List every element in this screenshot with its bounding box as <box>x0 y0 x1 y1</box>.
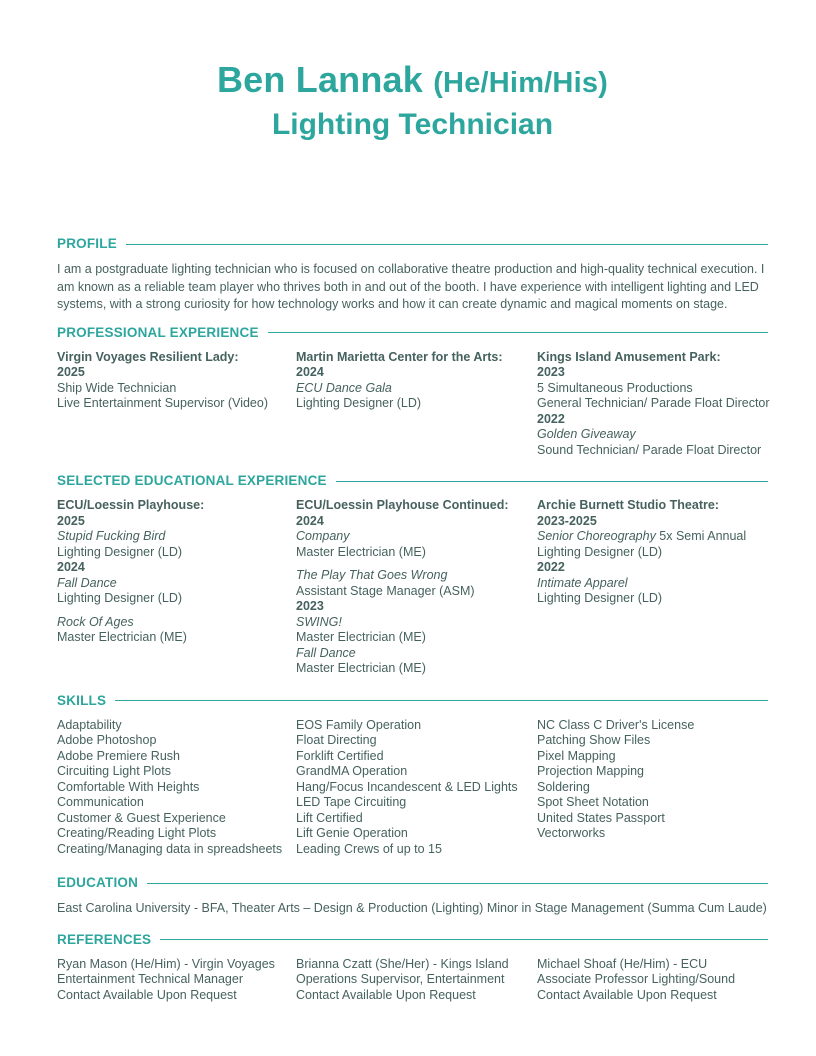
professional-experience-heading: PROFESSIONAL EXPERIENCE <box>57 324 259 340</box>
text-line: Sound Technician/ Parade Float Director <box>537 442 762 457</box>
person-name: Ben Lannak <box>216 59 423 100</box>
heading-rule <box>336 481 768 482</box>
skills-columns <box>57 718 768 858</box>
text-line: Kings Island Amusement Park: <box>537 349 721 364</box>
skills-heading-row <box>57 692 768 709</box>
text-line: Fall Dance <box>296 645 356 660</box>
professional-experience-heading-row <box>57 324 768 341</box>
text-line: Adaptability <box>57 717 122 732</box>
text-segment: 5x Semi Annual <box>659 529 747 543</box>
text-line: Hang/Focus Incandescent & LED Lights <box>296 779 518 794</box>
text-line: Master Electrician (ME) <box>296 630 426 644</box>
text-line: 2023 <box>537 365 565 379</box>
text-line: SWING! <box>296 614 342 629</box>
education-heading: EDUCATION <box>57 875 139 890</box>
text-line: Martin Marietta Center for the Arts: <box>296 349 503 364</box>
text-line: Lighting Designer (LD) <box>57 544 183 559</box>
skills-col-1 <box>57 718 296 858</box>
professional-experience-columns <box>57 350 768 459</box>
text-line: Virgin Voyages Resilient Lady: <box>57 349 239 364</box>
text-line: Assistant Stage Manager (ASM) <box>296 583 475 598</box>
skills-col-3 <box>537 718 768 858</box>
resume-header <box>57 0 768 145</box>
heading-rule <box>115 700 768 701</box>
text-line: Contact Available Upon Request <box>296 987 476 1002</box>
text-line: 2022 <box>537 560 565 574</box>
text-line: General Technician/ Parade Float Director <box>537 396 770 410</box>
profile-heading-row <box>57 235 768 252</box>
reference-1 <box>57 957 296 1004</box>
text-line: Creating/Reading Light Plots <box>57 826 217 840</box>
job-title: Lighting Technician <box>271 108 554 141</box>
section-profile <box>57 235 768 314</box>
professional-experience-col-3 <box>537 350 768 459</box>
text-line: Golden Giveaway <box>537 427 636 441</box>
education-text: East Carolina University - BFA, Theater Arts – Design & Production (Lighting) Minor in Stage Management (Summa Cum Laude) <box>57 901 767 915</box>
text-line: ECU/Loessin Playhouse: <box>57 498 205 512</box>
profile-heading: PROFILE <box>57 236 117 251</box>
reference-2 <box>296 957 537 1004</box>
pronouns: (He/Him/His) <box>433 67 609 99</box>
text-line: Live Entertainment Supervisor (Video) <box>57 396 268 410</box>
text-line: Company <box>296 529 350 543</box>
text-line: United States Passport <box>537 810 665 825</box>
profile-text: I am a postgraduate lighting technician who is focused on collaborative theatre production and high-quality technical execution. I am known as a reliable team player who thrives both in and out of the booth. I have experience with intelligent lighting and LED systems, with a strong curiosity for how technology works and how it can create dynamic and magical moments on stage. <box>57 262 765 311</box>
professional-experience-col-1 <box>57 350 296 459</box>
text-line: Soldering <box>537 779 590 794</box>
professional-experience-col-2 <box>296 350 537 459</box>
text-line: Lighting Designer (LD) <box>537 591 663 605</box>
text-line: Patching Show Files <box>537 733 651 747</box>
text-line: 5 Simultaneous Productions <box>537 380 693 395</box>
text-line: Archie Burnett Studio Theatre: <box>537 498 719 512</box>
educational-experience-heading: SELECTED EDUCATIONAL EXPERIENCE <box>57 473 327 488</box>
text-line: Creating/Managing data in spreadsheets <box>57 841 283 856</box>
text-line: Stupid Fucking Bird <box>57 529 166 543</box>
text-line: Ship Wide Technician <box>57 380 177 395</box>
section-selected-educational-experience <box>57 472 768 677</box>
text-line: Lift Genie Operation <box>296 826 408 840</box>
references-heading: REFERENCES <box>57 931 152 947</box>
text-line: Intimate Apparel <box>537 575 628 590</box>
text-line: LED Tape Circuiting <box>296 795 407 809</box>
skills-heading: SKILLS <box>57 692 107 708</box>
educational-experience-col-2 <box>296 498 537 677</box>
text-line: 2022 <box>537 411 565 426</box>
text-line: Communication <box>57 795 144 809</box>
section-skills <box>57 692 768 858</box>
section-references <box>57 931 768 1004</box>
text-line: ECU/Loessin Playhouse Continued: <box>296 498 509 512</box>
text-segment: Senior Choreography <box>537 529 660 543</box>
reference-3 <box>537 957 768 1004</box>
text-line: Forklift Certified <box>296 748 384 763</box>
heading-rule <box>147 883 768 884</box>
text-line: GrandMA Operation <box>296 764 408 778</box>
educational-experience-col-3 <box>537 498 768 677</box>
text-line: Leading Crews of up to 15 <box>296 841 442 856</box>
references-heading-row <box>57 931 768 948</box>
text-line: Ryan Mason (He/Him) - Virgin Voyages <box>57 956 275 971</box>
text-line: Master Electrician (ME) <box>296 661 426 675</box>
section-education <box>57 874 768 918</box>
text-line: Float Directing <box>296 733 377 747</box>
text-line: Vectorworks <box>537 826 606 840</box>
text-line: Associate Professor Lighting/Sound <box>537 972 736 986</box>
text-line: NC Class C Driver's License <box>537 717 695 732</box>
text-line: 2024 <box>296 365 324 379</box>
text-line: Projection Mapping <box>537 764 645 778</box>
text-line: ECU Dance Gala <box>296 380 392 395</box>
section-professional-experience <box>57 324 768 459</box>
text-line: 2023-2025 <box>537 513 597 528</box>
text-line: Adobe Photoshop <box>57 733 157 747</box>
text-line: Lighting Designer (LD) <box>57 591 183 605</box>
text-line: Michael Shoaf (He/Him) - ECU <box>537 956 708 971</box>
text-line: The Play That Goes Wrong <box>296 568 448 582</box>
text-line: Lighting Designer (LD) <box>296 396 422 410</box>
text-line: Contact Available Upon Request <box>537 987 717 1002</box>
text-line: EOS Family Operation <box>296 717 422 732</box>
references-columns <box>57 957 768 1004</box>
text-line <box>537 529 768 545</box>
text-line: 2024 <box>296 513 324 528</box>
educational-experience-heading-row <box>57 472 768 489</box>
skills-col-2 <box>296 718 537 858</box>
text-line: 2025 <box>57 365 85 379</box>
education-heading-row <box>57 874 768 891</box>
text-line: Master Electrician (ME) <box>296 544 426 559</box>
heading-rule <box>268 332 768 333</box>
text-line: Comfortable With Heights <box>57 779 200 794</box>
text-line: 2024 <box>57 560 85 574</box>
text-line: 2025 <box>57 513 85 528</box>
text-line: Master Electrician (ME) <box>57 630 187 644</box>
heading-rule <box>126 244 768 245</box>
text-line: 2023 <box>296 599 324 613</box>
text-line: Entertainment Technical Manager <box>57 972 243 986</box>
text-line: Pixel Mapping <box>537 748 616 763</box>
text-line: Operations Supervisor, Entertainment <box>296 972 505 986</box>
educational-experience-columns <box>57 498 768 677</box>
text-line: Customer & Guest Experience <box>57 810 226 825</box>
text-line: Brianna Czatt (She/Her) - Kings Island <box>296 956 509 971</box>
text-line: Contact Available Upon Request <box>57 987 237 1002</box>
text-line: Rock Of Ages <box>57 614 134 629</box>
heading-rule <box>160 939 768 940</box>
text-line: Fall Dance <box>57 575 117 590</box>
text-line: Lift Certified <box>296 810 363 825</box>
text-line: Lighting Designer (LD) <box>537 544 663 559</box>
text-line: Spot Sheet Notation <box>537 795 649 809</box>
text-line: Adobe Premiere Rush <box>57 748 180 763</box>
educational-experience-col-1 <box>57 498 296 677</box>
text-line: Circuiting Light Plots <box>57 764 171 778</box>
name-line <box>57 58 768 105</box>
